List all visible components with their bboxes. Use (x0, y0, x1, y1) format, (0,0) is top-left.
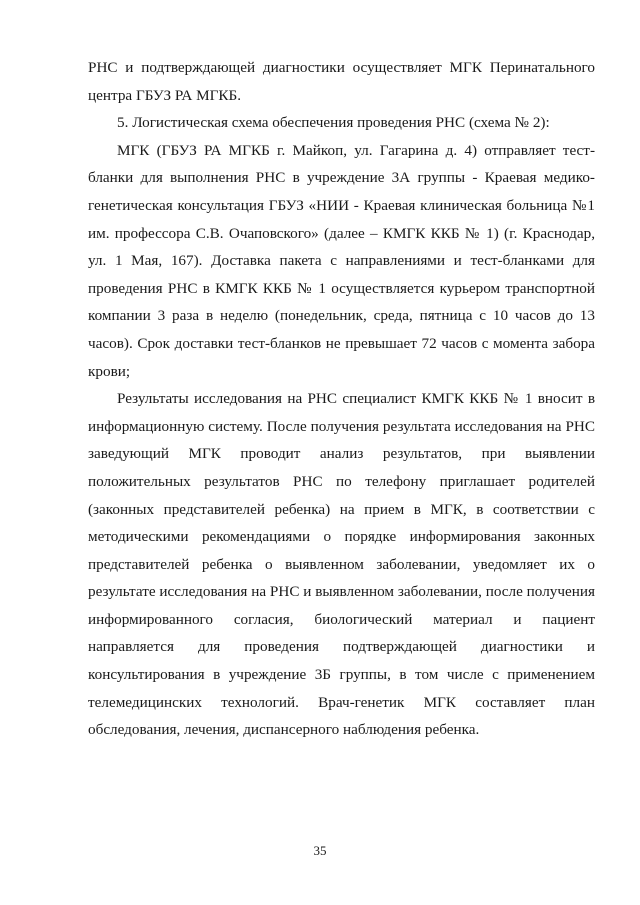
paragraph-continuation: РНС и подтверждающей диагностики осуществляет МГК Перинатального центра ГБУЗ РА МГКБ. (88, 59, 595, 104)
paragraph-test-blanks: МГК (ГБУЗ РА МГКБ г. Майкоп, ул. Гагарина д. 4) отправляет тест-бланки для выполнения РНС в учреждение 3А группы - Краевая медико-генетическая консультация ГБУЗ «НИИ - Краевая клиническая больница №1 им. профессора С.В. Очаповского» (далее – КМГК ККБ № 1) (г. Краснодар, ул. 1 Мая, 167). Доставка пакета с направлениями и тест-бланками для проведения РНС в КМГК ККБ № 1 осуществляется курьером транспортной компании 3 раза в неделю (понедельник, среда, пятница с 10 часов до 13 часов). Срок доставки тест-бланков не превышает 72 часов с момента забора крови; (88, 141, 595, 380)
page-number: 35 (313, 843, 327, 858)
paragraph-results: Результаты исследования на РНС специалист КМГК ККБ № 1 вносит в информационную систему. После получения результата исследования на РНС заведующий МГК проводит анализ результатов, при выявлении положительных результатов РНС по телефону приглашает родителей (законных представителей ребенка) на прием в МГК, в соответствии с методическими рекомендациями о порядке информирования законных представителей ребенка о выявленном заболевании, уведомляет их о результате исследования на РНС и выявленном заболевании, после получения информированного согласия, биологический материал и пациент направляется для проведения подтверждающей диагностики и консультирования в учреждение 3Б группы, в том числе с применением телемедицинских технологий. Врач-генетик МГК составляет план обследования, лечения, диспансерного наблюдения ребенка. (88, 390, 595, 739)
document-body (88, 54, 595, 744)
paragraph-logistics-heading: 5. Логистическая схема обеспечения проведения РНС (схема № 2): (117, 114, 550, 132)
